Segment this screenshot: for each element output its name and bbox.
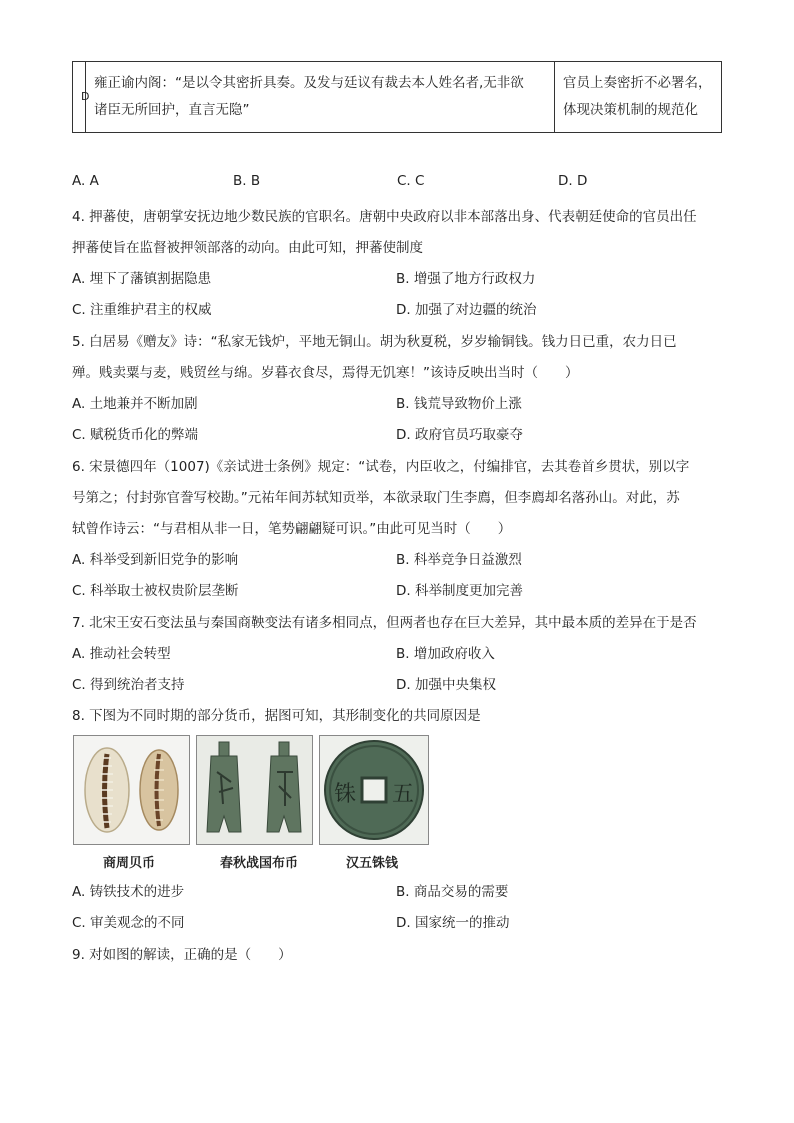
table-conclusion-line: 体现决策机制的规范化 bbox=[563, 102, 698, 118]
q8-option-c[interactable]: C. 审美观念的不同 bbox=[72, 915, 185, 931]
q5-stem: 殚。贱卖粟与麦，贱贸丝与绵。岁暮衣食尽，焉得无饥寒！”该诗反映出当时（ ） bbox=[72, 365, 579, 381]
table-row-label: D bbox=[81, 90, 90, 103]
q7-option-d[interactable]: D. 加强中央集权 bbox=[396, 677, 496, 693]
spade-coin-image bbox=[196, 735, 313, 845]
table-quote-line: 诸臣无所回护，直言无隐” bbox=[94, 102, 250, 118]
q3-option-b[interactable]: B. B bbox=[233, 173, 261, 189]
q4-stem: 4. 押蕃使，唐朝掌安抚边地少数民族的官职名。唐朝中央政府以非本部落出身、代表朝廷使命的官员出任 bbox=[72, 209, 697, 225]
q6-option-a[interactable]: A. 科举受到新旧党争的影响 bbox=[72, 552, 239, 568]
q8-stem: 8. 下图为不同时期的部分货币，据图可知，其形制变化的共同原因是 bbox=[72, 708, 481, 724]
q8-option-a[interactable]: A. 铸铁技术的进步 bbox=[72, 884, 185, 900]
q4-option-c[interactable]: C. 注重维护君主的权威 bbox=[72, 302, 212, 318]
q7-option-b[interactable]: B. 增加政府收入 bbox=[396, 646, 495, 662]
q6-option-d[interactable]: D. 科举制度更加完善 bbox=[396, 583, 523, 599]
q8-option-b[interactable]: B. 商品交易的需要 bbox=[396, 884, 509, 900]
q4-option-d[interactable]: D. 加强了对边疆的统治 bbox=[396, 302, 537, 318]
q7-option-c[interactable]: C. 得到统治者支持 bbox=[72, 677, 185, 693]
answer-table bbox=[72, 61, 722, 133]
q7-stem: 7. 北宋王安石变法虽与秦国商鞅变法有诸多相同点，但两者也存在巨大差异，其中最本质的差异在于是否 bbox=[72, 615, 697, 631]
cowrie-shell-image bbox=[73, 735, 190, 845]
q4-option-b[interactable]: B. 增强了地方行政权力 bbox=[396, 271, 536, 287]
q5-option-c[interactable]: C. 赋税货币化的弊端 bbox=[72, 427, 199, 443]
q8-option-d[interactable]: D. 国家统一的推动 bbox=[396, 915, 510, 931]
q3-option-c[interactable]: C. C bbox=[397, 173, 425, 189]
caption-wuzhu-coin: 汉五铢钱 bbox=[346, 856, 399, 871]
table-quote-cell bbox=[86, 62, 555, 132]
q9-stem: 9. 对如图的解读，正确的是（ ） bbox=[72, 947, 292, 963]
q5-stem: 5. 白居易《赠友》诗：“私家无钱炉，平地无铜山。胡为秋夏税，岁岁输铜钱。钱力日已重，农力日已 bbox=[72, 334, 677, 350]
coin-glyph-zhu: 铢 bbox=[334, 782, 357, 807]
q6-option-c[interactable]: C. 科举取士被权贵阶层垄断 bbox=[72, 583, 239, 599]
q4-option-a[interactable]: A. 埋下了藩镇割据隐患 bbox=[72, 271, 212, 287]
q6-stem: 6. 宋景德四年（1007)《亲试进士条例》规定：“试卷，内臣收之，付编排官，去其卷首乡贯状，别以字 bbox=[72, 459, 690, 475]
table-quote-line: 雍正谕内阁：“是以令其密折具奏。及发与廷议有裁去本人姓名者,无非欲 bbox=[94, 75, 524, 91]
q3-option-d[interactable]: D. D bbox=[558, 173, 588, 189]
q7-option-a[interactable]: A. 推动社会转型 bbox=[72, 646, 171, 662]
caption-spade-money: 春秋战国布币 bbox=[220, 856, 299, 871]
q6-stem: 轼曾作诗云：“与君相从非一日，笔势翩翩疑可识。”由此可见当时（ ） bbox=[72, 521, 512, 537]
q4-stem: 押蕃使旨在监督被押领部落的动向。由此可知，押蕃使制度 bbox=[72, 240, 423, 256]
q5-option-a[interactable]: A. 土地兼并不断加剧 bbox=[72, 396, 198, 412]
coin-glyph-wu: 五 bbox=[392, 782, 415, 807]
q3-option-a[interactable]: A. A bbox=[72, 173, 99, 189]
q6-option-b[interactable]: B. 科举竞争日益激烈 bbox=[396, 552, 522, 568]
table-row-label-cell bbox=[73, 62, 90, 132]
q5-option-d[interactable]: D. 政府官员巧取豪夺 bbox=[396, 427, 523, 443]
table-conclusion-cell bbox=[555, 62, 721, 132]
table-conclusion-line: 官员上奏密折不必署名， bbox=[563, 75, 712, 91]
wuzhu-coin-image bbox=[319, 735, 429, 845]
caption-shell-money: 商周贝币 bbox=[103, 856, 156, 871]
q6-stem: 号第之；付封弥官誊写校勘。”元祐年间苏轼知贡举，本欲录取门生李廌，但李廌却名落孙山。对此，苏 bbox=[72, 490, 680, 506]
q5-option-b[interactable]: B. 钱荒导致物价上涨 bbox=[396, 396, 522, 412]
